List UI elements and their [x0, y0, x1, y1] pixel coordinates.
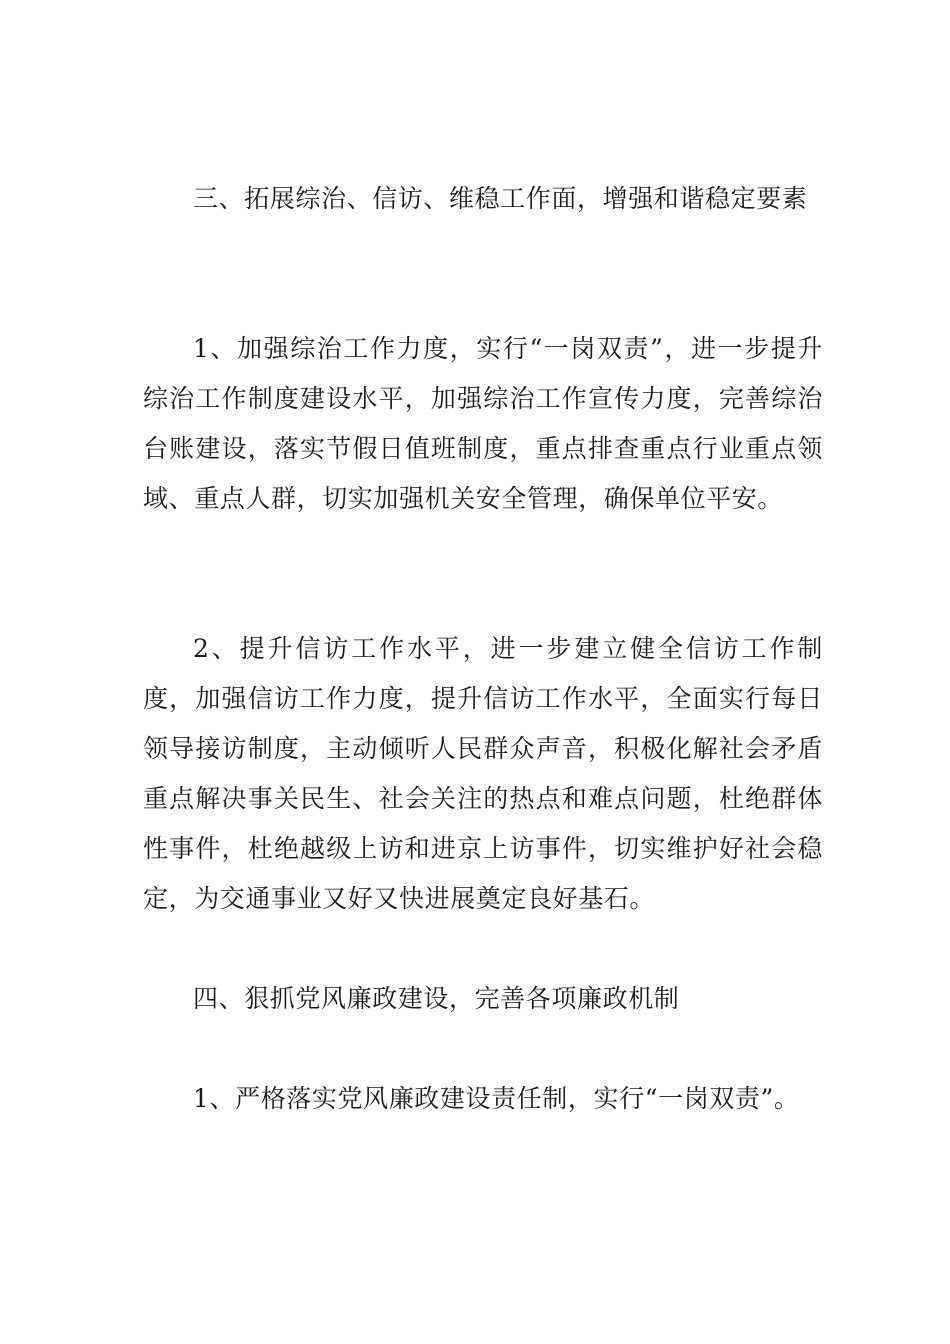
section-heading-three: 三、拓展综治、信访、维稳工作面，增强和谐稳定要素 — [193, 184, 808, 213]
paragraph-petition-work: 2、提升信访工作水平，进一步建立健全信访工作制度，加强信访工作力度，提升信访工作水平，全面实行每日领导接访制度，主动倾听人民群众声音，积极化解社会矛盾重点解决事关民生、社会关注的热点和难点问题，杜绝群体性事件，杜绝越级上访和进京上访事件，切实维护好社会稳定，为交通事业又好又快进展奠定良好基石。 — [143, 634, 823, 913]
paragraph-clean-government: 1、严格落实党风廉政建设责任制，实行“一岗双责”。 — [193, 1084, 800, 1113]
paragraph-comprehensive-governance: 1、加强综治工作力度，实行“一岗双责”，进一步提升综治工作制度建设水平，加强综治工作宣传力度，完善综治台账建设，落实节假日值班制度，重点排查重点行业重点领域、重点人群，切实加强机关安全管理，确保单位平安。 — [143, 334, 823, 513]
section-heading-four: 四、狠抓党风廉政建设，完善各项廉政机制 — [193, 984, 680, 1013]
